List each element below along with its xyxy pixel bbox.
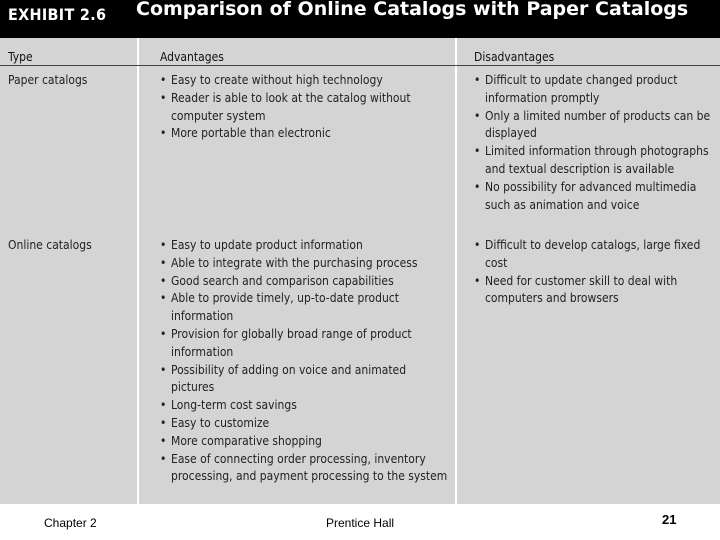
list-item: • Easy to create without high technology	[160, 72, 452, 90]
row-type-paper-catalogs: Paper catalogs	[8, 73, 88, 87]
list-item: • Need for customer skill to deal with computers and browsers	[474, 273, 718, 309]
exhibit-header	[0, 0, 720, 38]
list-item: • Limited information through photographs and textual description is available	[474, 143, 718, 179]
paper-advantages-list	[160, 72, 452, 143]
header-rule	[0, 65, 720, 66]
list-item: • Long-term cost savings	[160, 397, 452, 415]
exhibit-title: Comparison of Online Catalogs with Paper Catalogs	[136, 0, 689, 20]
column-divider	[137, 38, 139, 504]
list-item: • Difficult to develop catalogs, large fixed cost	[474, 237, 718, 273]
list-item: • Provision for globally broad range of product information	[160, 326, 452, 362]
footer-chapter: Chapter 2	[44, 516, 97, 530]
list-item: • Possibility of adding on voice and animated pictures	[160, 362, 452, 398]
list-item: • Good search and comparison capabilities	[160, 273, 452, 291]
list-item: • Easy to customize	[160, 415, 452, 433]
list-item: • Easy to update product information	[160, 237, 452, 255]
list-item: • Ease of connecting order processing, inventory processing, and payment processing to the system	[160, 451, 452, 487]
list-item: • No possibility for advanced multimedia such as animation and voice	[474, 179, 718, 215]
list-item: • More comparative shopping	[160, 433, 452, 451]
footer-publisher: Prentice Hall	[326, 516, 395, 530]
online-disadvantages-list	[474, 237, 718, 308]
comparison-table	[0, 38, 720, 504]
row-type-online-catalogs: Online catalogs	[8, 238, 92, 252]
paper-disadvantages-list	[474, 72, 718, 214]
slide-footer	[0, 504, 720, 540]
column-header-advantages: Advantages	[160, 50, 224, 64]
column-header-type: Type	[8, 50, 33, 64]
page-number: 21	[662, 512, 677, 527]
list-item: • Reader is able to look at the catalog without computer system	[160, 90, 452, 126]
list-item: • Able to provide timely, up-to-date product information	[160, 290, 452, 326]
exhibit-label: EXHIBIT 2.6	[8, 5, 107, 24]
list-item: • More portable than electronic	[160, 125, 452, 143]
column-divider	[455, 38, 457, 504]
list-item: • Able to integrate with the purchasing process	[160, 255, 452, 273]
list-item: • Only a limited number of products can be displayed	[474, 108, 718, 144]
list-item: • Difficult to update changed product information promptly	[474, 72, 718, 108]
online-advantages-list	[160, 237, 452, 486]
column-header-disadvantages: Disadvantages	[474, 50, 555, 64]
